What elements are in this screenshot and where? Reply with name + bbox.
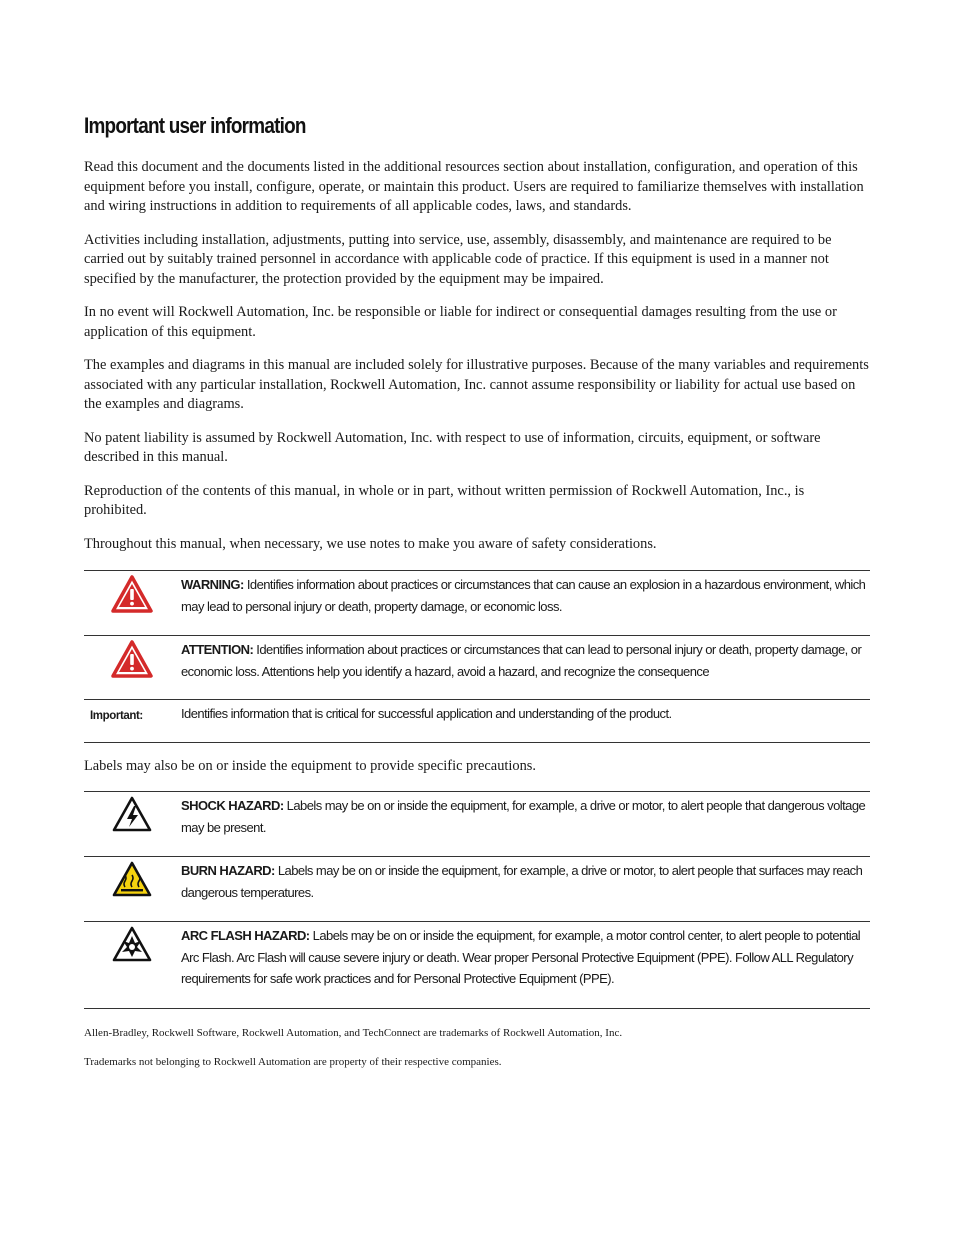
paragraph-read-document: Read this document and the documents listed in the additional resources section about installation, configuration, and operation of this equipment before you install, configure, operate, or maintain this product. Users are required to familiarize themselves with installation and wiring instructions in addition to requirements of all applicable codes, laws, and standards. xyxy=(84,159,864,214)
burn-hazard-text: BURN HAZARD: Labels may be on or inside the equipment, for example, a drive or motor, to alert people that surfaces may reach dangerous temperatures. xyxy=(181,863,863,900)
trademarks-note: Allen-Bradley, Rockwell Software, Rockwell Automation, and TechConnect are trademarks of Rockwell Automation, Inc. xyxy=(84,1027,623,1039)
paragraph-examples: The examples and diagrams in this manual are included solely for illustrative purposes. Because of the many variables and requirements associated with any particular installation, Rockwell Automation, Inc. cannot assume responsibility or liability for actual use based on the examples and diagrams. xyxy=(84,357,869,412)
warning-triangle-icon xyxy=(84,575,179,613)
warning-label: WARNING: xyxy=(181,577,244,592)
paragraph-activities: Activities including installation, adjustments, putting into service, use, assembly, disassembly, and maintenance are required to be carried out by suitably trained personnel in accordance with applicable code of practice. If this equipment is used in a manner not specified by the manufacturer, the protection provided by the equipment may be impaired. xyxy=(84,231,832,287)
attention-triangle-icon xyxy=(84,640,179,678)
notice-table xyxy=(84,570,870,743)
labels-intro: Labels may also be on or inside the equipment to provide specific precautions. xyxy=(84,758,536,774)
burn-hazard-icon xyxy=(84,861,179,897)
attention-label: ATTENTION: xyxy=(181,642,254,657)
arc-flash-hazard-notice xyxy=(84,922,870,1009)
important-text: Identifies information that is critical for successful application and understanding of the product. xyxy=(181,706,672,721)
paragraph-safety-notes: Throughout this manual, when necessary, we use notes to make you aware of safety considerations. xyxy=(84,535,657,552)
paragraph-reproduction: Reproduction of the contents of this manual, in whole or in part, without written permission of Rockwell Automation, Inc., is prohibited. xyxy=(84,482,805,518)
warning-notice xyxy=(84,571,870,636)
shock-hazard-text: SHOCK HAZARD: Labels may be on or inside the equipment, for example, a drive or motor, to alert people that dangerous voltage may be present. xyxy=(181,798,866,835)
arc-flash-hazard-label: ARC FLASH HAZARD: xyxy=(181,928,310,943)
hazard-table xyxy=(84,791,870,1009)
paragraph-liability: In no event will Rockwell Automation, Inc. be responsible or liable for indirect or consequential damages resulting from the use or application of this equipment. xyxy=(84,304,837,340)
burn-hazard-notice xyxy=(84,857,870,922)
attention-text: ATTENTION: Identifies information about practices or circumstances that can lead to personal injury or death, property damage, or economic loss. Attentions help you identify a hazard, avoid a hazard, and recognize the consequence xyxy=(181,642,862,679)
shock-hazard-label: SHOCK HAZARD: xyxy=(181,798,284,813)
intro-paragraphs xyxy=(84,158,870,568)
burn-hazard-label: BURN HAZARD: xyxy=(181,863,275,878)
important-notice xyxy=(84,700,870,743)
other-trademarks-note: Trademarks not belonging to Rockwell Automation are property of their respective companies. xyxy=(84,1056,502,1068)
warning-text: WARNING: Identifies information about practices or circumstances that can cause an explosion in a hazardous environment, which may lead to personal injury or death, property damage, or economic loss. xyxy=(181,577,866,614)
paragraph-patent: No patent liability is assumed by Rockwell Automation, Inc. with respect to use of information, circuits, equipment, or software described in this manual. xyxy=(84,429,821,465)
important-label: Important: xyxy=(90,710,143,722)
arc-flash-hazard-text: ARC FLASH HAZARD: Labels may be on or inside the equipment, for example, a motor control center, to alert people to potential Arc Flash. Arc Flash will cause severe injury or death. Wear proper Personal Protective Equipment (PPE). Follow ALL Regulatory requirements for safe work practices and for Personal Protective Equipment (PPE). xyxy=(181,928,861,986)
attention-notice xyxy=(84,636,870,700)
shock-hazard-icon xyxy=(84,796,179,832)
page-title: Important user information xyxy=(84,113,306,138)
shock-hazard-notice xyxy=(84,792,870,857)
arc-flash-hazard-icon xyxy=(84,926,179,962)
